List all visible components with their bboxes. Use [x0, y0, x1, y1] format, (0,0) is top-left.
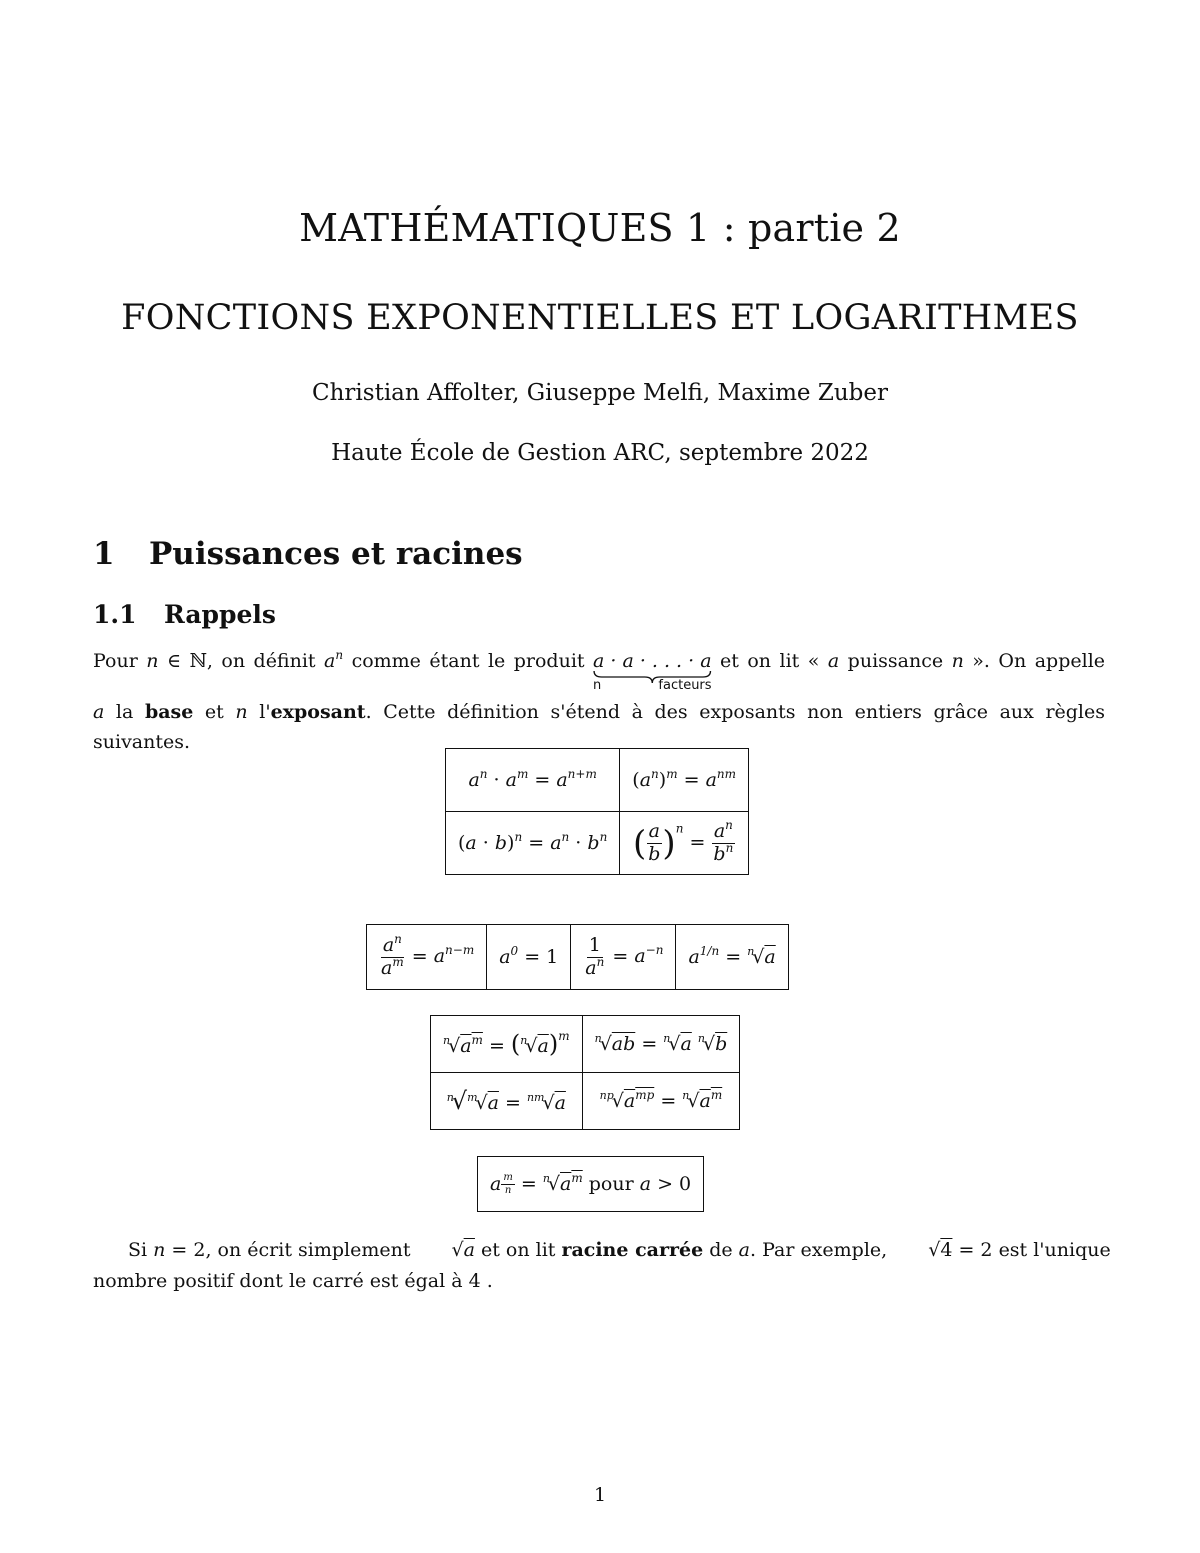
rule-root-of-root: $^n$√$^m$√a = $^{nm}$√a — [431, 1073, 583, 1130]
exponent-rules-table — [366, 924, 789, 990]
power-rules-table — [445, 748, 749, 875]
rule-power-of-product: $(a \cdot b)^n = a^n \cdot b^n$ — [446, 812, 620, 875]
rule-quotient: $\frac{a^n}{a^m}$ = $a^{n-m}$ — [367, 925, 487, 990]
intro-line-2: a la base et n l'exposant. Cette définition s'étend à des exposants non entiers grâce aux règles — [93, 701, 1106, 723]
document-title: MATHÉMATIQUES 1 : partie 2 — [299, 206, 901, 250]
root-rules-table — [430, 1015, 740, 1130]
brace-label: n facteurs — [593, 678, 712, 693]
authors: Christian Affolter, Giuseppe Melfi, Maxime Zuber — [312, 380, 888, 406]
product-underbrace: a · a · . . . · a n facteurs — [593, 650, 712, 693]
rule-root-simplification: $^{np}√a^{mp} = ^n√a^m$ — [582, 1073, 740, 1130]
rational-exponent-table — [477, 1156, 704, 1212]
rule-power-of-quotient: ( $\frac{a}{b}$ )$^n$ = $\frac{a^n}{b^n}$ — [620, 812, 749, 875]
page-number: 1 — [593, 1484, 607, 1506]
intro-line-1: Pour n ∈ ℕ, on définit $a^n$ comme étant le produit a · a · . . . · a n facteurs et on lit « a puissance n ». On appelle — [93, 648, 1106, 693]
subsection-heading-1-1: 1.1 Rappels — [93, 600, 276, 629]
rule-root-of-power: $^n√a^m = (^n√a)^m$ — [431, 1016, 583, 1073]
rule-fractional-exponent: $a^{1/n} = ^n√a$ — [676, 925, 788, 990]
rule-rational-exponent: a $\frac{m}{n}$ = $^n√a^m$ pour a > 0 — [478, 1157, 704, 1212]
rule-zero-exponent: $a^0 = 1$ — [487, 925, 571, 990]
closing-line-1: Si n = 2, on écrit simplement √a et on lit racine carrée de a. Par exemple, √4 = 2 est l'unique — [128, 1239, 1111, 1261]
intro-line-3: suivantes. — [93, 731, 191, 753]
affiliation: Haute École de Gestion ARC, septembre 2022 — [331, 440, 869, 466]
rule-root-of-product: $^n$√ab = $^n$√a $^n$√b — [582, 1016, 740, 1073]
rule-power-of-power: $(a^n)^m = a^{nm}$ — [620, 749, 749, 812]
section-heading-1: 1 Puissances et racines — [93, 536, 523, 572]
rule-product: $a^n \cdot a^m = a^{n+m}$ — [446, 749, 620, 812]
rule-negative-exponent: $\frac{1}{a^n}$ = $a^{-n}$ — [571, 925, 676, 990]
closing-line-2: nombre positif dont le carré est égal à 4 . — [93, 1270, 493, 1292]
document-subtitle: FONCTIONS EXPONENTIELLES ET LOGARITHMES — [121, 298, 1079, 338]
